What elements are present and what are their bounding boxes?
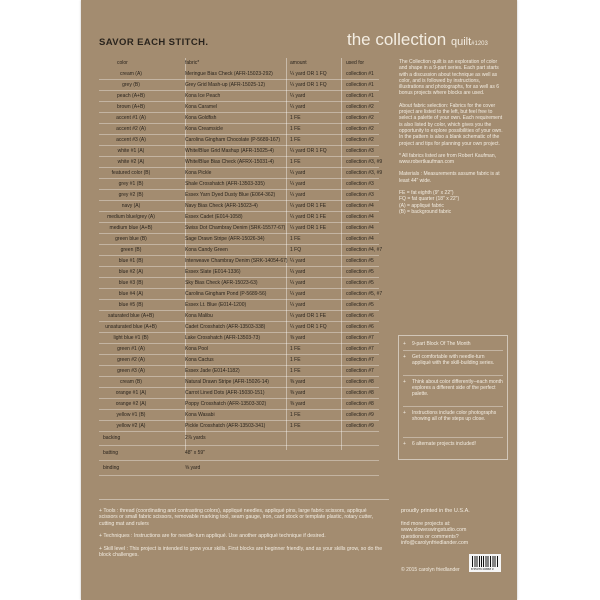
cell-fabric: Kona Goldfish <box>185 115 217 121</box>
header-color: color <box>117 60 128 66</box>
cell-used-for: collection #5 <box>346 258 374 264</box>
cell-amount: 1 FE <box>290 412 301 418</box>
table-header <box>99 58 379 69</box>
cell-color: peach (A+B) <box>117 93 145 99</box>
cell-amount: ⅜ yard <box>290 401 306 407</box>
cell-fabric: Kona Candy Green <box>185 247 228 253</box>
cell-amount: ¼ yard OR 1 FE <box>290 203 327 209</box>
cell-fabric: Kona Pool <box>185 346 209 352</box>
extras-table <box>99 431 379 476</box>
cell-used-for: collection #3, #9 <box>346 159 383 165</box>
table-row <box>99 234 379 245</box>
cell-fabric: Navy Bias Check (AFR-15023-4) <box>185 203 258 209</box>
email-link: info@carolynfriedlander.com <box>401 540 469 547</box>
cell-amount: ¼ yard <box>290 104 306 110</box>
cell-used-for: collection #9 <box>346 412 374 418</box>
cell-fabric: Lake Crosshatch (AFR-13503-73) <box>185 335 261 341</box>
cell-item: backing <box>103 435 121 441</box>
cell-amount: ¼ yard <box>290 93 306 99</box>
table-row <box>99 300 379 311</box>
cell-fabric: Kona Pickle <box>185 170 212 176</box>
title-number: #1203 <box>471 41 488 47</box>
cell-color: white #2 (A) <box>117 159 145 165</box>
cell-fabric: Essex Slate (E014-1336) <box>185 269 241 275</box>
cell-amount: ⅝ yard <box>185 465 201 471</box>
description-intro: The Collection quilt is an exploration of color and shape in a 9-part series. Each part starts with a discussion about technique as well as color, and is followed by instructions, illustrations and photographs, for as well as 6 bonus projects where blocks are used. <box>399 59 500 97</box>
cell-fabric: Sage Drawn Stripe (AFR-15026-34) <box>185 236 265 242</box>
table-row <box>99 355 379 366</box>
header-amount: amount <box>290 60 307 66</box>
cell-color: blue #4 (A) <box>118 291 144 297</box>
legend-fq: FQ = fat quarter (18" x 22") <box>399 196 460 203</box>
table-row <box>99 278 379 289</box>
cell-amount: ¼ yard <box>290 192 306 198</box>
table-row <box>99 377 379 388</box>
cell-amount: 1 FE <box>290 159 301 165</box>
cell-color: white #1 (A) <box>117 148 145 154</box>
notes <box>99 508 385 564</box>
cell-amount: ¼ yard OR 1 FQ <box>290 324 327 330</box>
fabric-table <box>99 69 383 432</box>
note-skill: + Skill level : This project is intended to grow your skills. First blocks are beginner friendly, and as your skills grow, so do the block challenges. <box>99 545 383 559</box>
cell-color: grey #2 (B) <box>118 192 144 198</box>
cell-amount: ¼ yard OR 1 FQ <box>290 148 327 154</box>
cell-used-for: collection #4 <box>346 236 374 242</box>
cell-used-for: collection #5, #7 <box>346 291 383 297</box>
cell-fabric: Essex Jade (E014-1182) <box>185 368 240 374</box>
plus-icon: + <box>403 441 406 447</box>
pattern-cover <box>81 0 517 600</box>
header-fabric: fabric* <box>185 60 200 66</box>
cell-used-for: collection #4, #7 <box>346 247 383 253</box>
cell-fabric: Interweave Chambray Denim (SRK-14054-67) <box>185 258 288 264</box>
cell-used-for: collection #2 <box>346 137 374 143</box>
cell-fabric: White/Blue Grid Mashup (AFR-15025-4) <box>185 148 274 154</box>
cell-color: green #2 (A) <box>117 357 145 363</box>
cell-amount: 1 FE <box>290 236 301 242</box>
plus-icon: + <box>403 354 406 360</box>
cell-amount: 2⅞ yards <box>185 435 206 441</box>
table-row <box>99 267 379 278</box>
header-used-for: used for <box>346 60 365 66</box>
table-row <box>99 223 379 234</box>
cell-used-for: collection #6 <box>346 324 374 330</box>
cell-fabric: Kona Wasabi <box>185 412 215 418</box>
copyright: © 2015 carolyn friedlander <box>401 567 460 573</box>
cell-amount: ¼ yard OR 1 FE <box>290 214 327 220</box>
cell-amount: ⅜ yard <box>290 379 306 385</box>
description <box>399 59 505 221</box>
cell-color: yellow #1 (B) <box>116 412 146 418</box>
divider <box>99 499 389 500</box>
table-row <box>99 333 379 344</box>
cell-used-for: collection #1 <box>346 71 374 77</box>
table-row <box>99 113 379 124</box>
cell-color: accent #3 (A) <box>116 137 146 143</box>
cell-used-for: collection #2 <box>346 115 374 121</box>
cell-fabric: Grey Grid Mash-up (AFR-15025-12) <box>185 82 266 88</box>
table-row <box>99 311 379 322</box>
cell-color: medium blue (A+B) <box>109 225 153 231</box>
title-quilt: quilt <box>450 36 472 48</box>
cell-used-for: collection #5 <box>346 302 374 308</box>
cell-fabric: Cadet Crosshatch (AFR-13503-338) <box>185 324 266 330</box>
cell-used-for: collection #3 <box>346 181 374 187</box>
table-row <box>99 344 379 355</box>
cell-used-for: collection #7 <box>346 335 374 341</box>
table-row <box>99 245 383 256</box>
cell-color: blue #3 (B) <box>118 280 144 286</box>
cell-used-for: collection #2 <box>346 126 374 132</box>
cell-color: blue #2 (A) <box>118 269 144 275</box>
cell-color: unsaturated blue (A+B) <box>105 324 157 330</box>
cell-fabric: Pickle Crosshatch (AFR-13503-341) <box>185 423 266 429</box>
brand-tagline: SAVOR EACH STITCH. <box>99 37 209 48</box>
cell-color: cream (B) <box>120 379 142 385</box>
cell-fabric: Kona Ice Peach <box>185 93 221 99</box>
cell-fabric: Carrot Lined Dots (AFR-15030-151) <box>185 390 265 396</box>
cell-fabric: Kona Cactus <box>185 357 214 363</box>
cell-color: accent #2 (A) <box>116 126 146 132</box>
feature-item: + Think about color differently--each month explores a different side of the perfect palette. <box>403 379 503 397</box>
cell-amount: 1 FQ <box>290 247 302 253</box>
cell-color: brown (A+B) <box>117 104 145 110</box>
cell-color: accent #1 (A) <box>116 115 146 121</box>
legend-applique: (A) = appliqué fabric <box>399 202 444 209</box>
cell-color: green #3 (A) <box>117 368 145 374</box>
cell-amount: ¼ yard OR 1 FE <box>290 313 327 319</box>
table-row <box>99 124 379 135</box>
cell-color: green blue (B) <box>115 236 147 242</box>
table-row <box>99 212 379 223</box>
cell-color: saturated blue (A+B) <box>108 313 154 319</box>
cell-amount: 1 FE <box>290 137 301 143</box>
table-row <box>99 289 383 300</box>
cell-fabric: Essex Yarn Dyed Dusty Blue (E064-362) <box>185 192 276 198</box>
cell-amount: 1 FE <box>290 357 301 363</box>
cell-color: grey #1 (B) <box>118 181 144 187</box>
cell-used-for: collection #3 <box>346 148 374 154</box>
table-row <box>99 146 379 157</box>
table-row <box>99 388 379 399</box>
cell-used-for: collection #4 <box>346 203 374 209</box>
cell-used-for: collection #4 <box>346 214 374 220</box>
cell-amount: ⅜ yard <box>290 335 306 341</box>
cell-used-for: collection #2 <box>346 104 374 110</box>
printed-note: proudly printed in the U.S.A. <box>401 508 470 514</box>
cell-color: cream (A) <box>120 71 142 77</box>
cell-color: blue #1 (B) <box>118 258 144 264</box>
cell-fabric: Poppy Crosshatch (AFR-13503-302) <box>185 401 267 407</box>
cell-used-for: collection #1 <box>346 93 374 99</box>
table-row <box>99 168 383 179</box>
table-row <box>99 322 379 333</box>
extras-row <box>99 446 379 461</box>
cell-fabric: Kona Malibu <box>185 313 213 319</box>
divider <box>403 437 503 438</box>
website-link: www.sloweswingstudio.com <box>401 527 467 534</box>
note-tools: + Tools : thread (coordinating and contrasting colors), appliqué needles, appliqué pins, large fabric scissors, appliqué scissors or small fabric scissors, removable marking tool, seam gauge, iron, card stock or template plastic, rotary cutter, cutting mat and rulers <box>99 508 374 527</box>
cell-amount: ¼ yard OR 1 FQ <box>290 82 327 88</box>
legend-background: (B) = background fabric <box>399 208 452 215</box>
feature-list <box>398 335 508 460</box>
extras-row <box>99 461 379 476</box>
table-row <box>99 69 379 80</box>
cell-used-for: collection #9 <box>346 423 374 429</box>
barcode-bars <box>472 556 498 567</box>
table-row <box>99 399 379 410</box>
plus-icon: + <box>403 379 406 385</box>
cell-color: green (B) <box>120 247 142 253</box>
cell-amount: 1 FE <box>290 126 301 132</box>
cell-color: orange #1 (A) <box>115 390 147 396</box>
cell-amount: 1 FE <box>290 423 301 429</box>
cell-amount: 1 FE <box>290 368 301 374</box>
table-row <box>99 256 379 267</box>
table-row <box>99 102 379 113</box>
cell-color: grey (B) <box>122 82 140 88</box>
barcode-digits: 8 55379 00868 3 <box>471 567 494 571</box>
title-main: the collection <box>347 30 447 49</box>
cell-color: blue #5 (B) <box>118 302 144 308</box>
cell-used-for: collection #5 <box>346 269 374 275</box>
table-row <box>99 179 379 190</box>
cell-amount: ¼ yard OR 1 FQ <box>290 71 327 77</box>
cell-used-for: collection #7 <box>346 357 374 363</box>
feature-item: + Instructions include color photographs showing all of the steps up close. <box>403 410 497 422</box>
note-techniques: + Techniques : Instructions are for needle-turn appliqué. Use another appliqué technique if desired. <box>99 533 326 540</box>
description-fabrics-note: * All fabrics listed are from Robert Kaufman, www.robertkaufman.com <box>399 152 496 166</box>
table-row <box>99 410 379 421</box>
cell-fabric: Essex Cadet (E014-1058) <box>185 214 243 220</box>
cell-amount: ¼ yard <box>290 280 306 286</box>
cell-color: featured color (B) <box>111 170 151 176</box>
cell-amount: ¼ yard <box>290 170 306 176</box>
find-more <box>401 521 507 547</box>
divider <box>403 375 503 376</box>
barcode <box>469 554 501 572</box>
table-row <box>99 80 379 91</box>
find-more-label: find more projects at: <box>401 521 451 527</box>
legend-fe: FE = fat eighth (9" x 22") <box>399 190 454 197</box>
table-row <box>99 190 379 201</box>
cell-amount: 1 FE <box>290 346 301 352</box>
cell-fabric: Natural Drawn Stripe (AFR-15026-14) <box>185 379 269 385</box>
plus-icon: + <box>403 341 406 347</box>
cell-fabric: Carolina Gingham Pond (P-5689-56) <box>185 291 267 297</box>
cell-color: navy (A) <box>121 203 141 209</box>
cell-color: orange #2 (A) <box>115 401 147 407</box>
cell-amount: 1 FE <box>290 115 301 121</box>
cell-fabric: Kona Creamsicle <box>185 126 224 132</box>
cell-fabric: Meringue Bias Check (AFR-15023-292) <box>185 71 273 77</box>
cell-fabric: Essex Lt. Blue (E014-1200) <box>185 302 247 308</box>
questions-label: questions or comments? <box>401 533 459 540</box>
cell-amount: 48" x 59" <box>185 450 205 456</box>
cell-used-for: collection #6 <box>346 313 374 319</box>
extras-row <box>99 431 379 446</box>
cell-item: batting <box>103 450 119 456</box>
cell-fabric: Kona Caramel <box>185 104 217 110</box>
cell-color: medium blue/grey (A) <box>107 214 155 220</box>
cell-fabric: Swiss Dot Chambray Denim (SRK-15577-67) <box>185 225 286 231</box>
cell-used-for: collection #8 <box>346 379 374 385</box>
cell-amount: ¼ yard <box>290 291 306 297</box>
table-row <box>99 366 379 377</box>
cell-used-for: collection #5 <box>346 280 374 286</box>
cell-fabric: Carolina Gingham Chocolate (P-5689-167) <box>185 137 281 143</box>
cell-item: binding <box>103 465 120 471</box>
cell-fabric: Sky Bias Check (AFR-15023-63) <box>185 280 258 286</box>
pattern-title <box>347 30 488 50</box>
cell-used-for: collection #7 <box>346 368 374 374</box>
table-row <box>99 135 379 146</box>
feature-item: + 6 alternate projects included! <box>403 441 476 447</box>
table-row <box>99 201 379 212</box>
table-row <box>99 157 383 168</box>
cell-amount: ⅜ yard <box>290 390 306 396</box>
cell-used-for: collection #3, #9 <box>346 170 383 176</box>
cell-used-for: collection #4 <box>346 225 374 231</box>
plus-icon: + <box>403 410 406 416</box>
cell-amount: ¼ yard <box>290 181 306 187</box>
cell-used-for: collection #1 <box>346 82 374 88</box>
cell-amount: ¼ yard OR 1 FE <box>290 225 327 231</box>
cell-used-for: collection #3 <box>346 192 374 198</box>
cell-color: green #1 (A) <box>117 346 145 352</box>
cell-used-for: collection #7 <box>346 346 374 352</box>
feature-item: + 9-part Block Of The Month <box>403 341 471 347</box>
cell-amount: ¼ yard <box>290 258 306 264</box>
description-materials: Materials : Measurements assume fabric is at least 44" wide. <box>399 171 500 184</box>
cell-used-for: collection #8 <box>346 390 374 396</box>
divider <box>403 350 503 351</box>
cell-used-for: collection #8 <box>346 401 374 407</box>
cell-amount: ¼ yard <box>290 269 306 275</box>
legend <box>399 190 505 215</box>
description-fabric: About fabric selection: Fabrics for the cover project are listed to the left, but feel free to select a palette of your own. Each requirement is also listed by color, which gives you the opportunity to explore possibilities of your own. In the pattern is also a blank schematic of the project and tips for planning your own project. <box>399 102 503 147</box>
feature-item: + Get comfortable with needle-turn appliqué with the skill-building series. <box>403 354 495 366</box>
cell-amount: ¼ yard <box>290 302 306 308</box>
cell-color: yellow #2 (A) <box>116 423 146 429</box>
table-row <box>99 91 379 102</box>
divider <box>403 406 503 407</box>
cell-fabric: Shale Crosshatch (AFR-13503-335) <box>185 181 265 187</box>
cell-fabric: White/Blue Bias Check (AFRX-15031-4) <box>185 159 274 165</box>
cell-color: light blue #1 (B) <box>113 335 149 341</box>
